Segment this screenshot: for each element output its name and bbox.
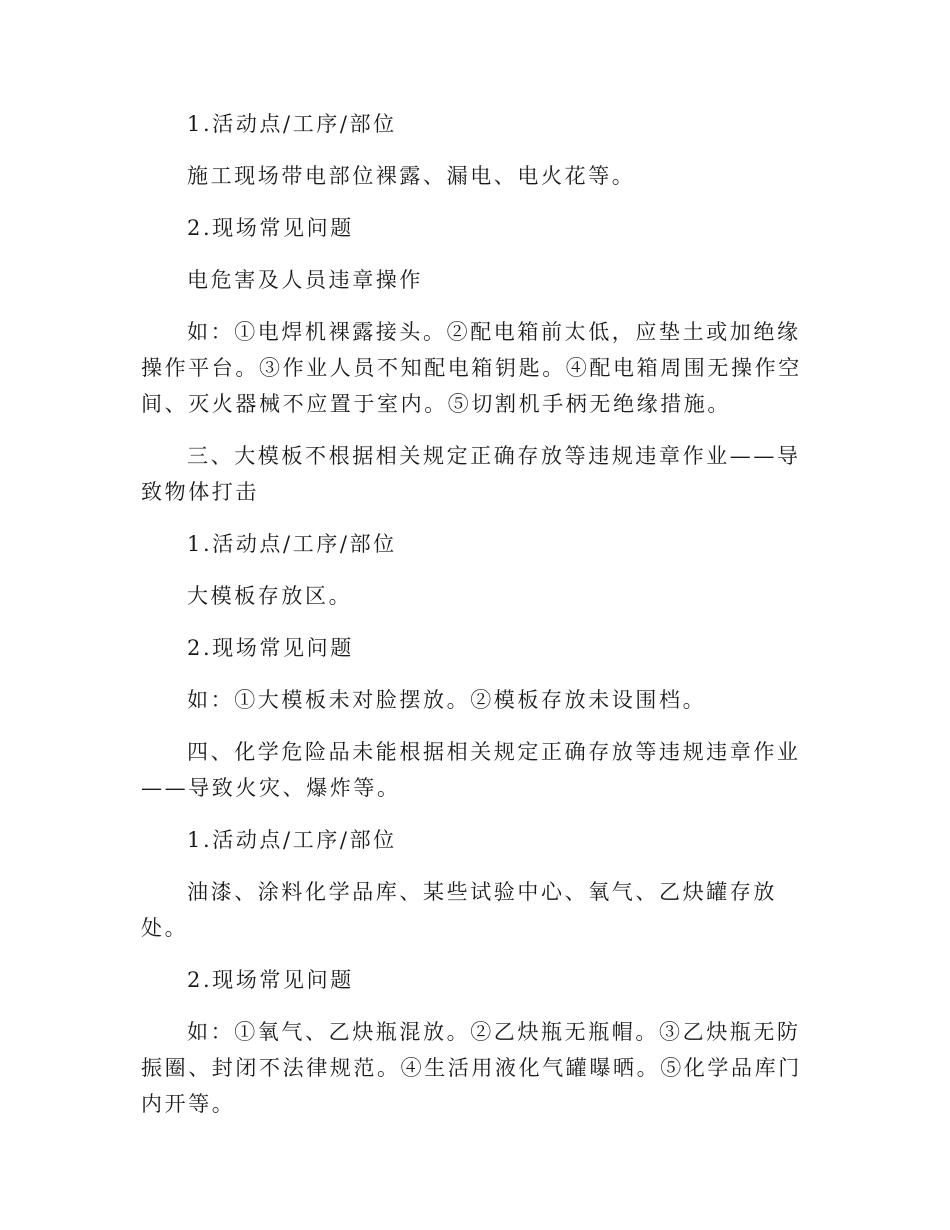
section-heading-formwork: 三、大模板不根据相关规定正确存放等违规违章作业——导致物体打击: [141, 444, 801, 504]
section-heading-common-issues: 2.现场常见问题: [187, 216, 354, 240]
paragraph: 如：①电焊机裸露接头。②配电箱前太低，应垫土或加绝缘操作平台。③作业人员不知配电箱钥匙。④配电箱周围无操作空间、灭火器械不应置于室内。⑤切割机手柄无绝缘措施。: [141, 320, 802, 416]
paragraph: 施工现场带电部位裸露、漏电、电火花等。: [187, 164, 636, 188]
section-heading-activity-point: 1.活动点/工序/部位: [187, 828, 397, 852]
section-heading-common-issues: 2.现场常见问题: [187, 968, 354, 992]
paragraph: 大模板存放区。: [187, 584, 353, 608]
paragraph: 油漆、涂料化学品库、某些试验中心、氧气、乙炔罐存放处。: [141, 880, 777, 940]
paragraph: 如：①大模板未对脸摆放。②模板存放未设围档。: [187, 688, 707, 712]
paragraph: 电危害及人员违章操作: [187, 268, 423, 292]
section-heading-chemicals: 四、化学危险品未能根据相关规定正确存放等违规违章作业——导致火灾、爆炸等。: [141, 740, 801, 800]
section-heading-activity-point: 1.活动点/工序/部位: [187, 532, 397, 556]
section-heading-activity-point: 1.活动点/工序/部位: [187, 112, 397, 136]
document-body: [141, 106, 809, 1138]
section-heading-common-issues: 2.现场常见问题: [187, 636, 354, 660]
paragraph: 如：①氧气、乙炔瓶混放。②乙炔瓶无瓶帽。③乙炔瓶无防振圈、封闭不法律规范。④生活用液化气罐曝晒。⑤化学品库门内开等。: [141, 1020, 802, 1116]
